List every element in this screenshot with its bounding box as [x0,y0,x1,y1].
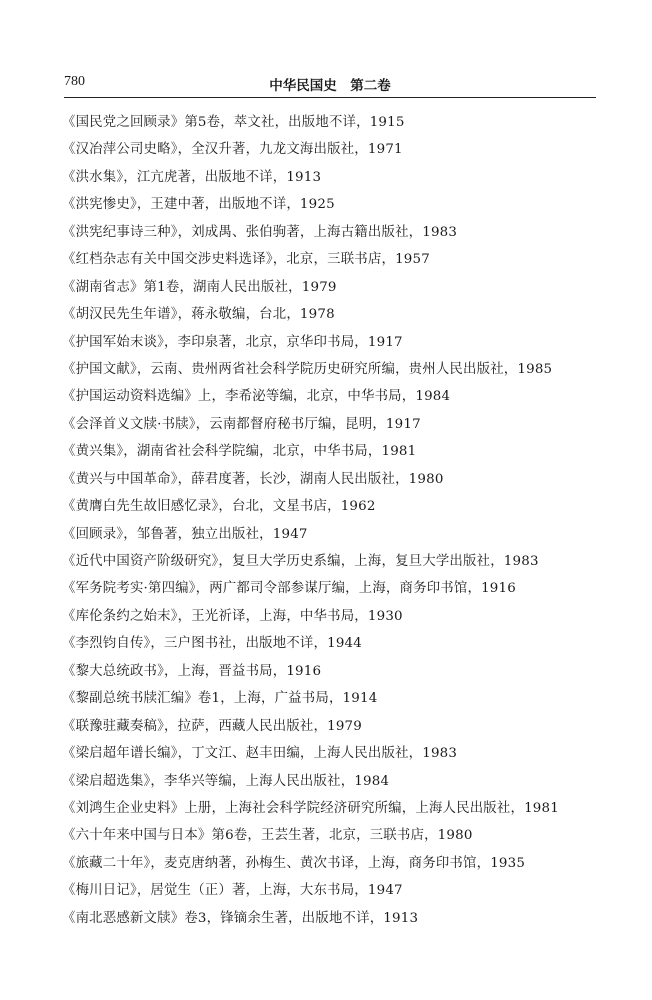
bibliography-entry: 《护国文献》，云南、贵州两省社会科学院历史研究所编，贵州人民出版社，1985 [62,361,553,377]
bibliography-entry: 《汉冶萍公司史略》，全汉升著，九龙文海出版社，1971 [62,142,403,158]
bibliography-entry: 《旅藏二十年》，麦克唐纳著，孙梅生、黄次书译，上海，商务印书馆，1935 [62,855,526,871]
bibliography-entry: 《李烈钧自传》，三户图书社，出版地不详，1944 [62,636,362,652]
bibliography-entry: 《会泽首义文牍·书牍》，云南都督府秘书厅编，昆明，1917 [62,416,421,432]
bibliography-entry: 《梁启超年谱长编》，丁文江、赵丰田编，上海人民出版社，1983 [62,746,458,762]
bibliography-entry: 《黄兴与中国革命》，薛君度著，长沙，湖南人民出版社，1980 [62,471,444,487]
bibliography-entry: 《南北恶感新文牍》卷3，锋镝余生著，出版地不详，1913 [62,910,419,926]
bibliography-entry: 《回顾录》，邹鲁著，独立出版社，1947 [62,526,308,542]
bibliography-entry: 《护国军始末谈》，李印泉著，北京，京华印书局，1917 [62,334,403,350]
page-number: 780 [64,74,85,89]
bibliography-entry: 《黎大总统政书》，上海，晋益书局，1916 [62,663,322,679]
bibliography-entry: 《刘鸿生企业史料》上册，上海社会科学院经济研究所编，上海人民出版社，1981 [62,800,559,816]
header-rule [64,97,596,98]
bibliography-entry: 《洪水集》，江亢虎著，出版地不详，1913 [62,169,322,185]
bibliography-entry: 《近代中国资产阶级研究》，复旦大学历史系编，上海，复旦大学出版社，1983 [62,554,539,569]
bibliography-entry: 《黎副总统书牍汇编》卷1，上海，广益书局，1914 [62,691,378,707]
bibliography-entry: 《护国运动资料选编》上，李希泌等编，北京，中华书局，1984 [62,389,451,405]
bibliography-entry: 《胡汉民先生年谱》，蒋永敬编，台北，1978 [62,307,335,323]
page-header [64,74,596,96]
bibliography-entry: 《梅川日记》，居觉生（正）著，上海，大东书局，1947 [62,883,403,899]
bibliography-entry: 《军务院考实·第四编》，两广都司令部参谋厅编，上海，商务印书馆，1916 [62,581,516,597]
bibliography-entry: 《联豫驻藏奏稿》，拉萨，西藏人民出版社，1979 [62,718,362,734]
bibliography-entry: 《黄兴集》，湖南省社会科学院编，北京，中华书局，1981 [62,444,417,460]
bibliography-entry: 《洪宪惨史》，王建中著，出版地不详，1925 [62,197,335,213]
bibliography-entry: 《库伦条约之始末》，王光祈译，上海，中华书局，1930 [62,608,403,624]
bibliography-entry: 《黄膺白先生故旧感忆录》，台北，文星书店，1962 [62,499,376,515]
bibliography-list [62,109,622,932]
bibliography-entry: 《六十年来中国与日本》第6卷，王芸生著，北京，三联书店，1980 [62,828,473,844]
bibliography-entry: 《红档杂志有关中国交涉史料选译》，北京，三联书店，1957 [62,252,430,268]
bibliography-entry: 《梁启超选集》，李华兴等编，上海人民出版社，1984 [62,773,390,789]
bibliography-entry: 《洪宪纪事诗三种》，刘成禺、张伯驹著，上海古籍出版社，1983 [62,224,458,240]
running-title: 中华民国史 第二卷 [269,78,391,94]
bibliography-entry: 《湖南省志》第1卷，湖南人民出版社，1979 [62,279,337,295]
bibliography-entry: 《国民党之回顾录》第5卷，萃文社，出版地不详，1915 [62,115,405,130]
